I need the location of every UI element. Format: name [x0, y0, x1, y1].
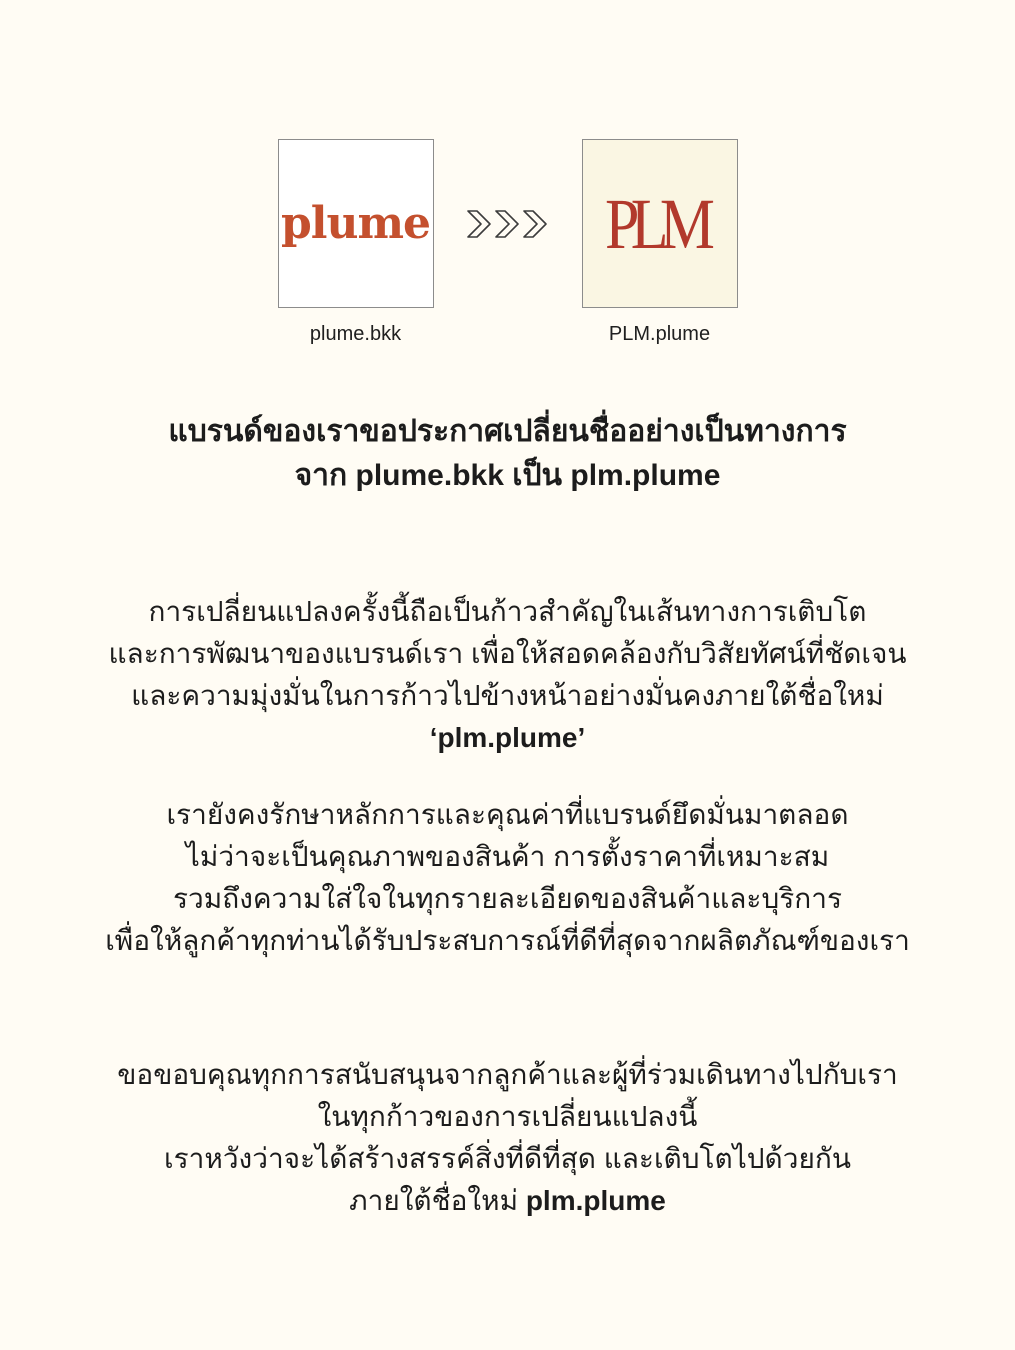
p2-line-4: เพื่อให้ลูกค้าทุกท่านได้รับประสบการณ์ที่ดีที่สุดจากผลิตภัณฑ์ของเรา [105, 925, 910, 956]
p1-line-2: และการพัฒนาของแบรนด์เรา เพื่อให้สอดคล้องกับวิสัยทัศน์ที่ชัดเจน [108, 638, 907, 669]
announcement-headline [0, 410, 1015, 498]
triple-chevron-right-icon [463, 207, 553, 241]
new-logo-box [582, 139, 738, 308]
new-logo-caption: PLM.plume [608, 323, 711, 345]
p3-line-4-prefix: ภายใต้ชื่อใหม่ [349, 1185, 526, 1216]
p2-line-3: รวมถึงความใส่ใจในทุกรายละเอียดของสินค้าและบุริการ [173, 883, 842, 914]
p3-new-name-highlight: plm.plume [525, 1185, 666, 1216]
p3-line-4 [0, 1180, 1015, 1222]
p2-line-2: ไม่ว่าจะเป็นคุณภาพของสินค้า การตั้งราคาที่เหมาะสม [185, 841, 830, 872]
p1-new-name-highlight: ‘plm.plume’ [429, 722, 586, 753]
p3-line-1: ขอขอบคุณทุกการสนับสนุนจากลูกค้าและผู้ที่ร่วมเดินทางไปกับเรา [117, 1059, 898, 1090]
headline-line-1: แบรนด์ของเราขอประกาศเปลี่ยนชื่ออย่างเป็นทางการ [168, 415, 847, 448]
p3-line-2: ในทุกก้าวของการเปลี่ยนแปลงนี้ [317, 1101, 698, 1132]
p1-line-1: การเปลี่ยนแปลงครั้งนี้ถือเป็นก้าวสำคัญในเส้นทางการเติบโต [148, 596, 867, 627]
old-logo-caption: plume.bkk [309, 323, 402, 345]
p2-line-1: เรายังคงรักษาหลักการและคุณค่าที่แบรนด์ยึดมั่นมาตลอด [166, 799, 849, 830]
p3-line-3: เราหวังว่าจะได้สร้างสรรค์สิ่งที่ดีที่สุด และเติบโตไปด้วยกัน [164, 1143, 851, 1174]
paragraph-values-kept [0, 794, 1015, 962]
headline-line-2: จาก plume.bkk เป็น plm.plume [294, 459, 721, 492]
p1-line-3: และความมุ่งมั่นในการก้าวไปข้างหน้าอย่างมั่นคงภายใต้ชื่อใหม่ [131, 680, 884, 711]
logo-captions [0, 323, 1015, 346]
old-logo-box [278, 139, 434, 308]
paragraph-thank-you [0, 1054, 1015, 1222]
plm-monogram: PLM [604, 183, 706, 264]
paragraph-change-significance [0, 591, 1015, 759]
logo-transition-arrows [434, 207, 582, 241]
logo-comparison [0, 0, 1015, 308]
plume-wordmark: plume [280, 197, 431, 249]
